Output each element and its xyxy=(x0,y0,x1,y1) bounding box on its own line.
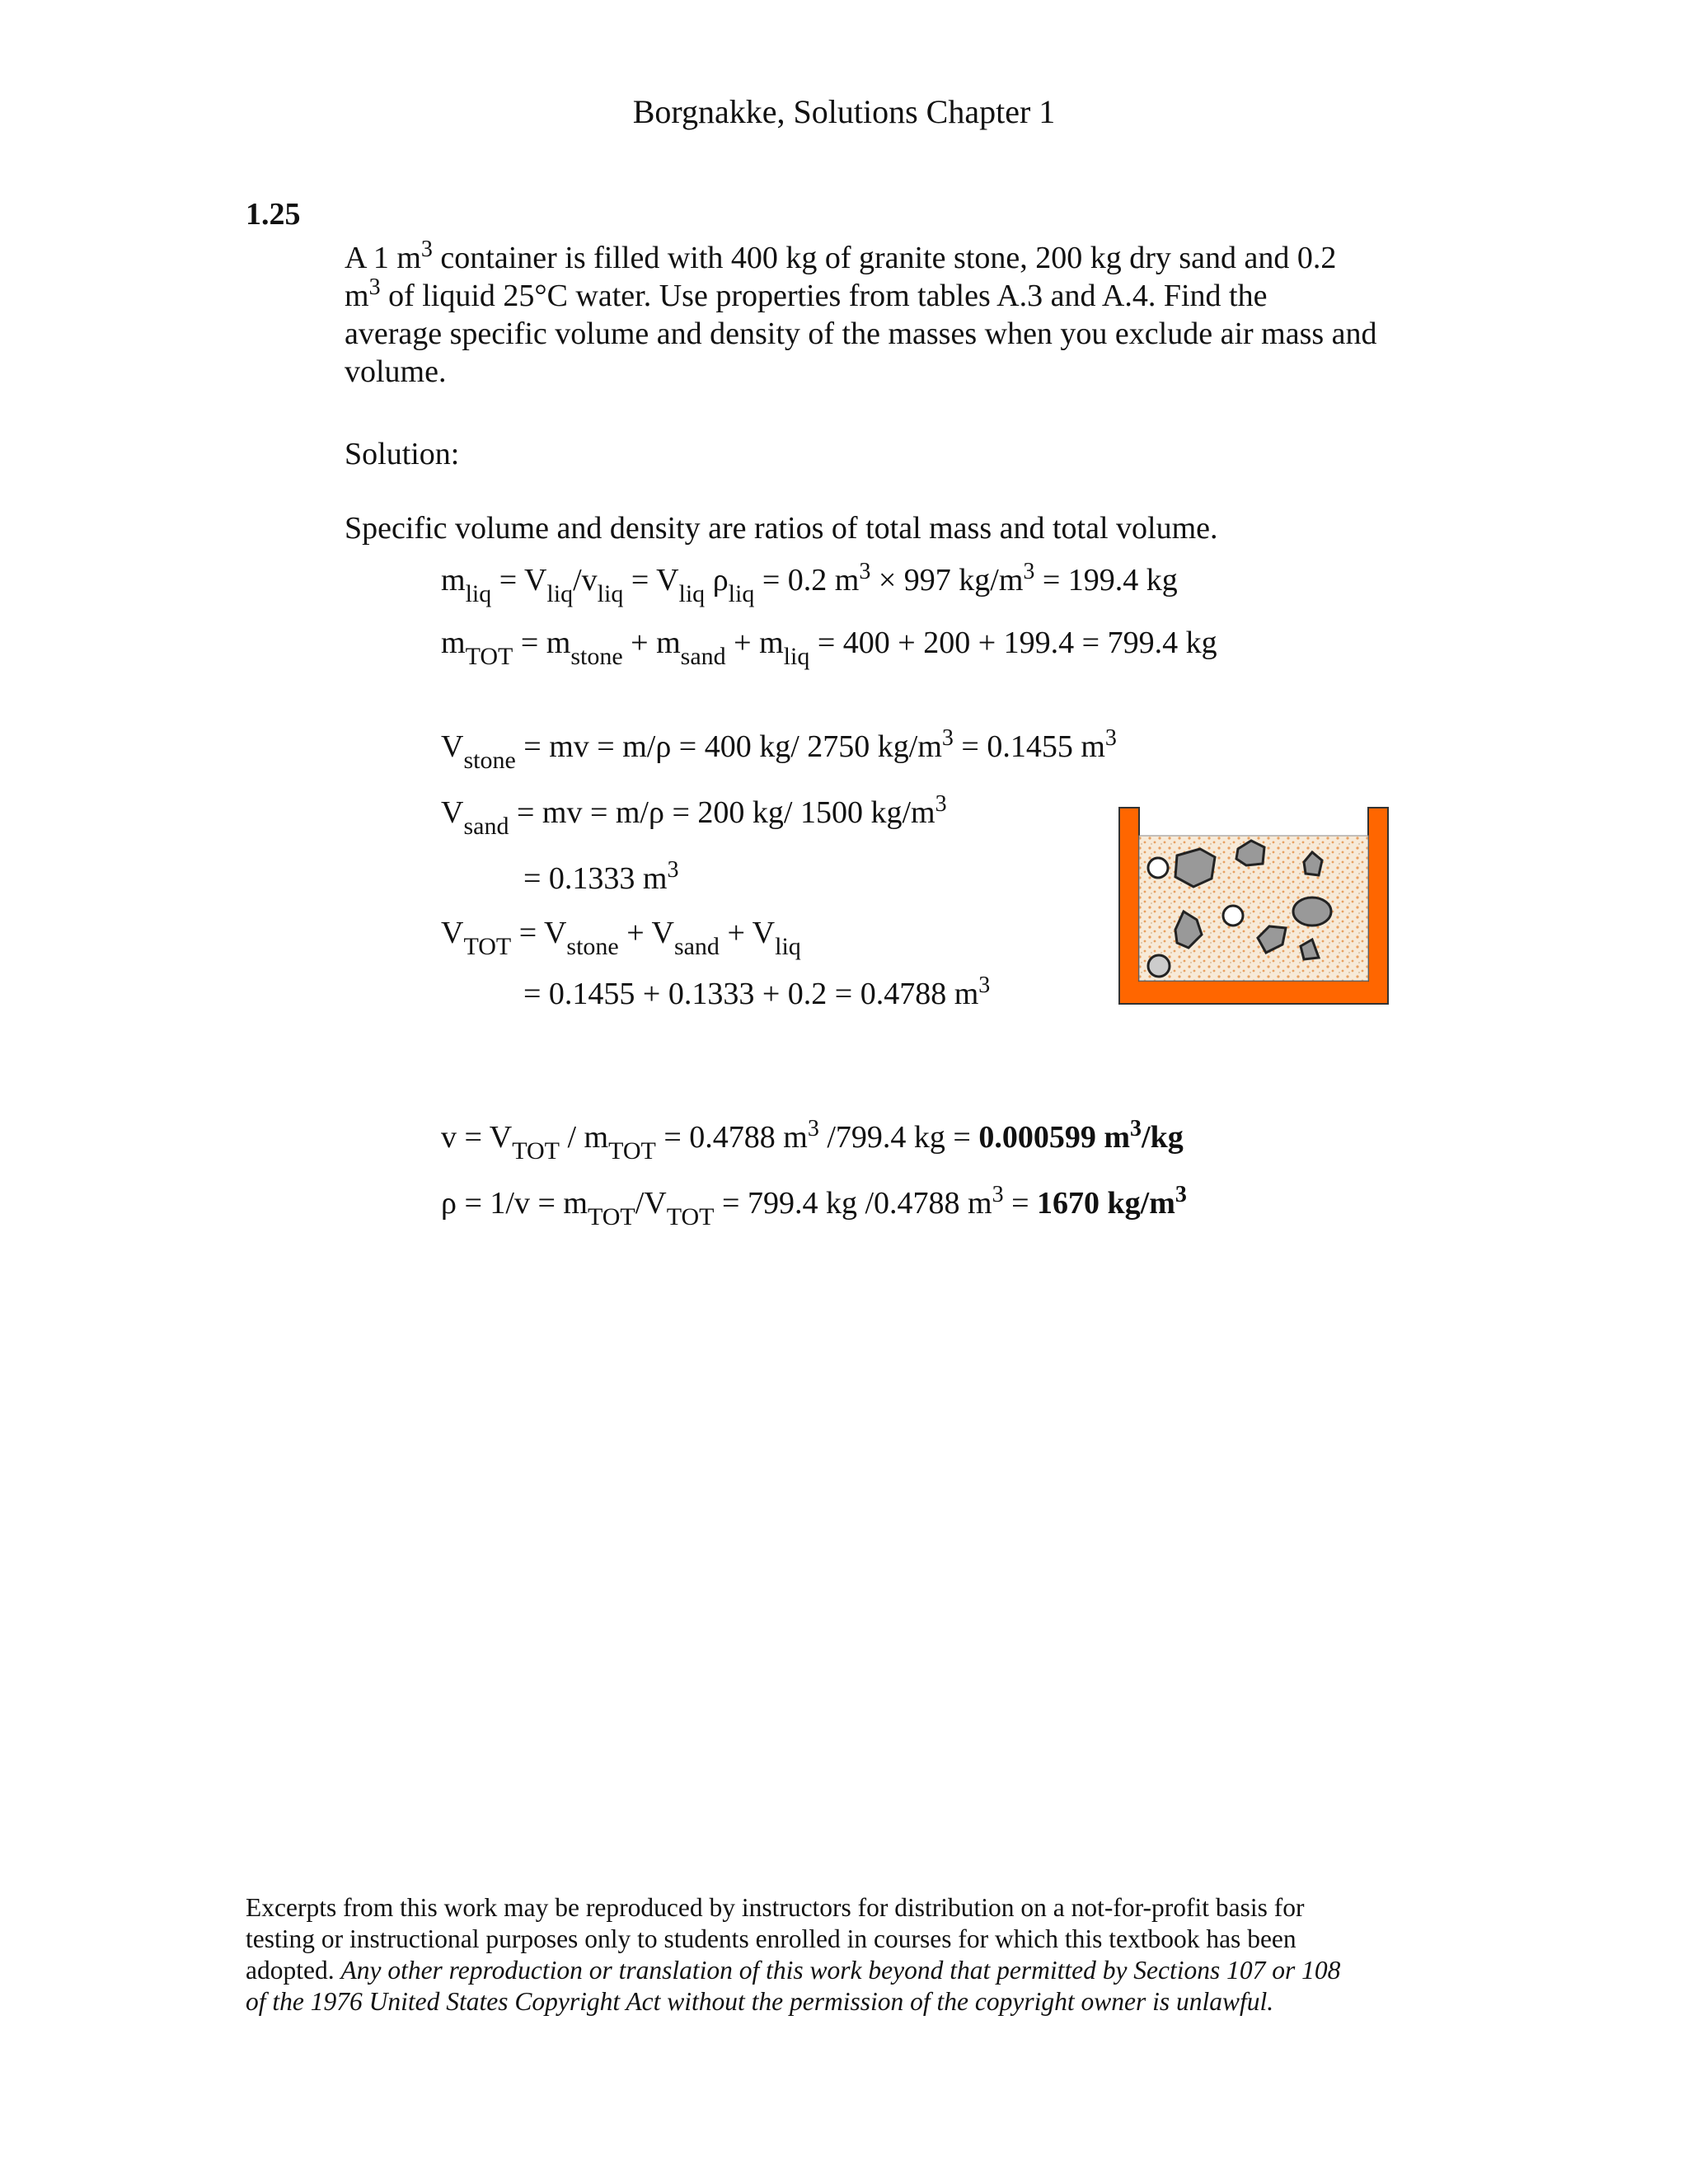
problem-number: 1.25 xyxy=(246,197,301,232)
problem-statement: A 1 $m^3$ container is filled with 400 kg of granite stone, 200 kg dry sand and 0.2 $m^3$ of liquid 25°C water. Use properties from tables A.3 and A.4. Find the average specific volume and density of the masses when you exclude air mass and volume. xyxy=(345,237,1377,389)
pebble-icon xyxy=(1148,858,1168,878)
equation-specific-volume: $v = V_{TOT} / m_{TOT} = 0.4788$ $m^3$ /799.4 kg = 0.000599 $m^3/kg$ xyxy=(441,1116,1184,1165)
pebble-icon xyxy=(1223,906,1243,926)
equation-vtot: $V_{TOT} = V_{stone} + V_{sand} + V_{liq}$ xyxy=(441,916,801,960)
density-result: 1670 $kg/m^3$ xyxy=(1037,1182,1187,1221)
stone-icon xyxy=(1293,898,1331,926)
equation-vsand-result: = 0.1333 $m^3$ xyxy=(523,857,679,896)
page-header: Borgnakke, Solutions Chapter 1 xyxy=(632,93,1056,130)
container-illustration xyxy=(1118,806,1390,1012)
equation-mliq: $m_{liq} = V_{liq}/v_{liq} = V_{liq}$ $\rho_{liq} = 0.2$ $m^3 \times 997$ $kg/m^3 = 199.4$ kg xyxy=(441,559,1178,607)
specific-volume-result: 0.000599 $m^3/kg$ xyxy=(978,1116,1184,1155)
pebble-icon xyxy=(1148,955,1170,977)
equation-density: $\rho = 1/v = m_{TOT}/V_{TOT} = 799.4$ kg /0.4788 $m^3 = 1670$ $kg/m^3$ xyxy=(441,1182,1187,1230)
solution-intro: Specific volume and density are ratios of total mass and total volume. xyxy=(345,511,1218,546)
equation-vsand: $V_{sand}$ = mv = m/ρ = 200 kg/ 1500 $kg/m^3$ xyxy=(441,791,947,840)
equation-mtot: $m_{TOT} = m_{stone} + m_{sand} + m_{liq} = 400 + 200 + 199.4 = 799.4$ kg xyxy=(441,626,1217,670)
stone-icon xyxy=(1175,849,1215,887)
copyright-footer: Excerpts from this work may be reproduced by instructors for distribution on a not-for-profit basis for testing or instructional purposes only to students enrolled in courses for which this textbook has been adopted. Any other reproduction or translation of this work beyond that permitted by Sections 107 or 108 of the 1976 United States Copyright Act without the permission of the copyright owner is unlawful. xyxy=(246,1893,1341,2016)
equation-vstone: $V_{stone}$ = mv = m/ρ = 400 kg/ 2750 $kg/m^3 = 0.1455$ $m^3$ xyxy=(441,725,1117,774)
solution-label: Solution: xyxy=(345,437,460,471)
equation-vtot-result: = 0.1455 + 0.1333 + 0.2 = 0.4788 $m^3$ xyxy=(523,972,991,1011)
